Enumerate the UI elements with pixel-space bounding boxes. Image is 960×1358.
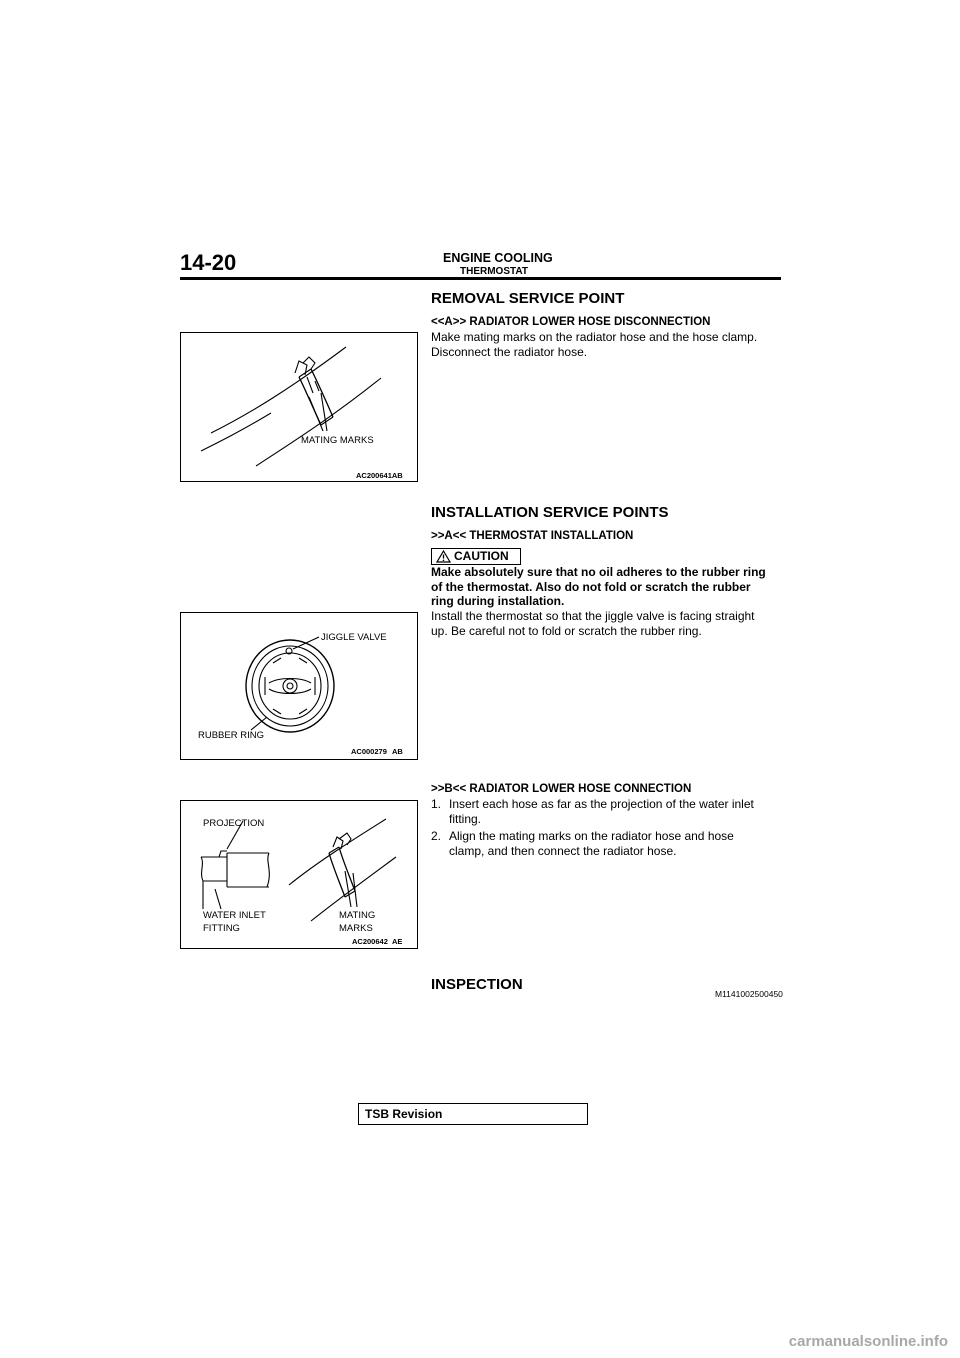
figure-thermostat <box>180 612 418 760</box>
step-number: 2. <box>431 829 442 843</box>
caution-line2: of the thermostat. Also do not fold or scratch the rubber <box>431 580 751 594</box>
step-text-line1: Align the mating marks on the radiator hose and hose <box>449 829 734 843</box>
step-text-line2: clamp, and then connect the radiator hose. <box>449 844 677 858</box>
section-title: THERMOSTAT <box>460 266 528 277</box>
caution-label: CAUTION <box>454 549 509 563</box>
caution-box <box>431 548 521 565</box>
installation-step-title: >>A<< THERMOSTAT INSTALLATION <box>431 530 634 542</box>
figure2-code: AC000279 <box>351 747 387 756</box>
hose-lower-edge <box>256 378 381 466</box>
removal-body-line1: Make mating marks on the radiator hose and the hose clamp. <box>431 330 758 344</box>
step-number: 1. <box>431 797 442 811</box>
removal-body-line2: Disconnect the radiator hose. <box>431 345 588 359</box>
inspection-heading: INSPECTION <box>431 976 523 993</box>
tsb-revision-box <box>358 1103 588 1125</box>
header-rule <box>180 277 781 280</box>
installation-body-line1: Install the thermostat so that the jiggle valve is facing straight <box>431 609 755 623</box>
figure2-label-bottom: RUBBER RING <box>198 730 264 741</box>
inspection-code: M1141002500450 <box>715 989 783 999</box>
removal-heading: REMOVAL SERVICE POINT <box>431 290 625 307</box>
connection-step-2 <box>431 829 786 861</box>
installation-body-line2: up. Be careful not to fold or scratch the rubber ring. <box>431 624 702 638</box>
installation-heading: INSTALLATION SERVICE POINTS <box>431 504 669 521</box>
step-text-line1: Insert each hose as far as the projection of the water inlet <box>449 797 754 811</box>
figure-hose-connection <box>180 800 418 949</box>
caution-line3: ring during installation. <box>431 594 565 608</box>
page-number: 14-20 <box>180 250 237 275</box>
connection-step-title: >>B<< RADIATOR LOWER HOSE CONNECTION <box>431 783 692 795</box>
step-text-line2: fitting. <box>449 812 482 826</box>
removal-step-title: <<A>> RADIATOR LOWER HOSE DISCONNECTION <box>431 316 711 328</box>
figure3-label-mating-2: MARKS <box>339 923 373 934</box>
figure1-label: MATING MARKS <box>301 435 374 446</box>
figure3-label-projection: PROJECTION <box>203 818 265 829</box>
chapter-title: ENGINE COOLING <box>443 251 553 265</box>
figure-hose-disconnection <box>180 332 418 482</box>
figure3-code: AC200642 <box>352 937 388 946</box>
figure2-label-top: JIGGLE VALVE <box>321 632 387 643</box>
connection-step-1 <box>431 797 786 829</box>
figure1-code: AC200641AB <box>356 471 403 480</box>
figure3-code-suffix: AE <box>392 937 403 946</box>
caution-line1: Make absolutely sure that no oil adheres to the rubber ring <box>431 565 766 579</box>
figure3-label-mating-1: MATING <box>339 910 376 921</box>
watermark: carmanualsonline.info <box>788 1333 948 1350</box>
figure2-code-suffix: AB <box>392 747 403 756</box>
tsb-revision-label: TSB Revision <box>365 1107 443 1121</box>
figure3-label-inlet-2: FITTING <box>203 923 240 934</box>
figure3-label-inlet-1: WATER INLET <box>203 910 266 921</box>
